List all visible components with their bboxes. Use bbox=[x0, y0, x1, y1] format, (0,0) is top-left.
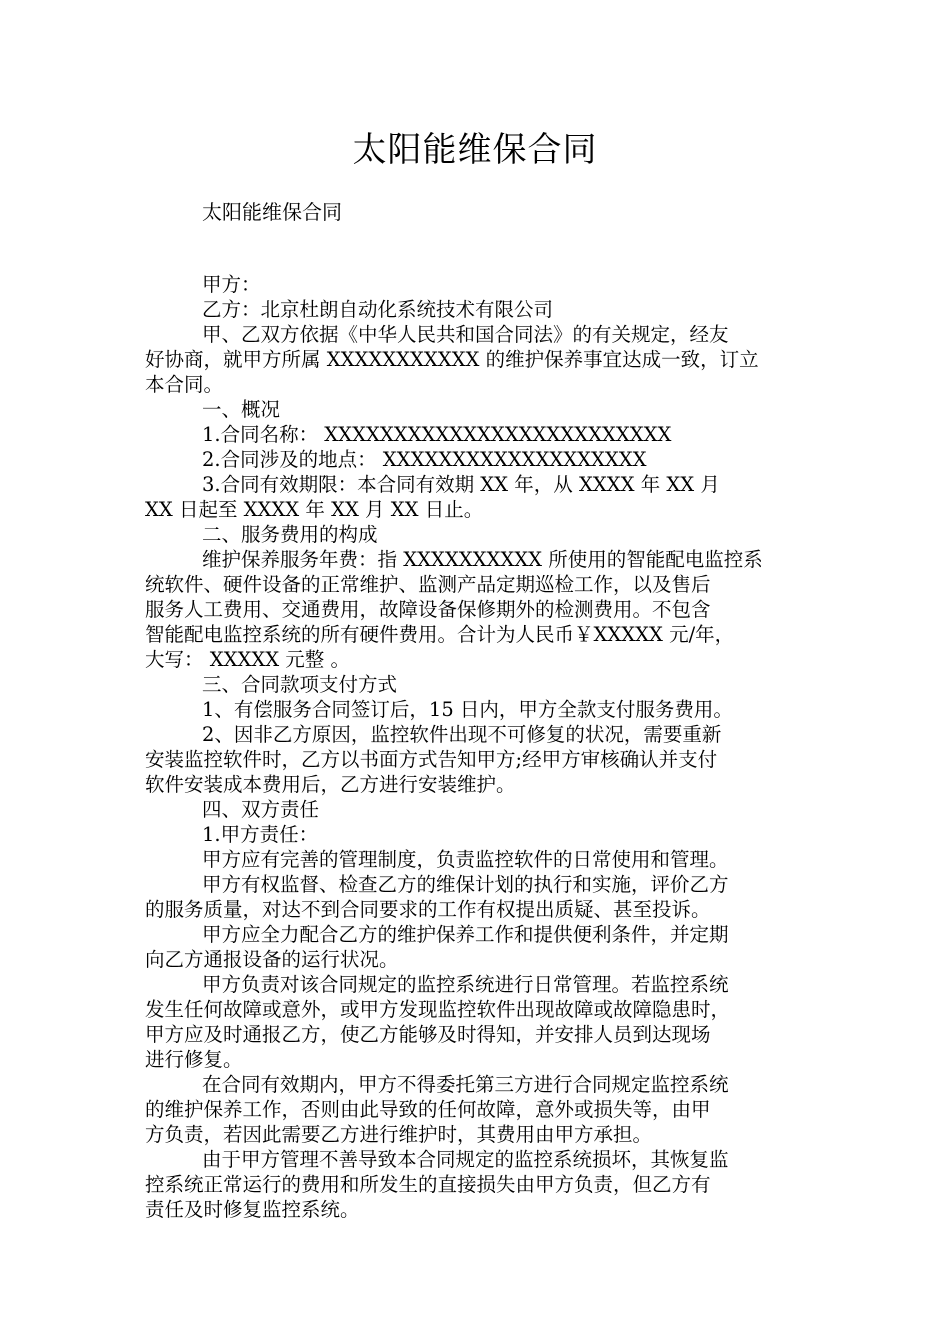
body-line: XX 日起至 XXXX 年 XX 月 XX 日止。 bbox=[145, 498, 484, 521]
body-line: 服务人工费用、交通费用，故障设备保修期外的检测费用。不包含 bbox=[145, 598, 711, 621]
body-line: 发生任何故障或意外，或甲方发现监控软件出现故障或故障隐患时， bbox=[145, 998, 731, 1021]
body-line: 大写： XXXXX 元整 。 bbox=[145, 648, 351, 671]
body-line: 乙方：北京杜朗自动化系统技术有限公司 bbox=[202, 298, 554, 321]
body-line: 1、有偿服务合同签订后，15 日内，甲方全款支付服务费用。 bbox=[202, 698, 733, 721]
body-line: 控系统正常运行的费用和所发生的直接损失由甲方负责，但乙方有 bbox=[145, 1173, 711, 1196]
body-line: 统软件、硬件设备的正常维护、监测产品定期巡检工作，以及售后 bbox=[145, 573, 711, 596]
body-line: 2.合同涉及的地点： XXXXXXXXXXXXXXXXXXX bbox=[202, 448, 647, 471]
body-line: 3.合同有效期限：本合同有效期 XX 年，从 XXXX 年 XX 月 bbox=[202, 473, 720, 496]
body-line: 由于甲方管理不善导致本合同规定的监控系统损坏，其恢复监 bbox=[202, 1148, 729, 1171]
body-line: 甲方应全力配合乙方的维护保养工作和提供便利条件，并定期 bbox=[202, 923, 729, 946]
body-line: 甲方应及时通报乙方，使乙方能够及时得知，并安排人员到达现场 bbox=[145, 1023, 711, 1046]
body-line: 1.合同名称： XXXXXXXXXXXXXXXXXXXXXXXXX bbox=[202, 423, 672, 446]
body-line: 的维护保养工作，否则由此导致的任何故障，意外或损失等，由甲 bbox=[145, 1098, 711, 1121]
body-line: 四、双方责任 bbox=[202, 798, 320, 821]
body-line: 责任及时修复监控系统。 bbox=[145, 1198, 360, 1221]
body-line: 2、因非乙方原因，监控软件出现不可修复的状况，需要重新 bbox=[202, 723, 722, 746]
body-line: 甲方有权监督、检查乙方的维保计划的执行和实施，评价乙方 bbox=[202, 873, 729, 896]
body-line: 在合同有效期内，甲方不得委托第三方进行合同规定监控系统 bbox=[202, 1073, 729, 1096]
body-line: 一、概况 bbox=[202, 398, 281, 421]
body-line: 本合同。 bbox=[145, 373, 224, 396]
body-line: 三、合同款项支付方式 bbox=[202, 673, 398, 696]
body-line: 二、服务费用的构成 bbox=[202, 523, 378, 546]
body-line: 维护保养服务年费：指 XXXXXXXXXX 所使用的智能配电监控系 bbox=[202, 548, 763, 571]
body-line: 软件安装成本费用后，乙方进行安装维护。 bbox=[145, 773, 516, 796]
body-line: 好协商，就甲方所属 XXXXXXXXXXX 的维护保养事宜达成一致，订立 bbox=[145, 348, 759, 371]
document-body bbox=[145, 272, 815, 1222]
document-subtitle: 太阳能维保合同 bbox=[202, 200, 342, 224]
body-line: 向乙方通报设备的运行状况。 bbox=[145, 948, 399, 971]
body-line: 甲方： bbox=[202, 273, 261, 296]
body-line: 甲、乙双方依据《中华人民共和国合同法》的有关规定，经友 bbox=[202, 323, 729, 346]
body-line: 1.甲方责任： bbox=[202, 823, 319, 846]
body-line: 的服务质量，对达不到合同要求的工作有权提出质疑、甚至投诉。 bbox=[145, 898, 711, 921]
body-line: 智能配电监控系统的所有硬件费用。合计为人民币￥XXXXX 元/年， bbox=[145, 623, 735, 646]
body-line: 甲方应有完善的管理制度，负责监控软件的日常使用和管理。 bbox=[202, 848, 729, 871]
body-line: 甲方负责对该合同规定的监控系统进行日常管理。若监控系统 bbox=[202, 973, 729, 996]
body-line: 方负责，若因此需要乙方进行维护时，其费用由甲方承担。 bbox=[145, 1123, 653, 1146]
document-title: 太阳能维保合同 bbox=[352, 130, 598, 170]
body-line: 进行修复。 bbox=[145, 1048, 243, 1071]
body-line: 安装监控软件时，乙方以书面方式告知甲方;经甲方审核确认并支付 bbox=[145, 748, 718, 771]
